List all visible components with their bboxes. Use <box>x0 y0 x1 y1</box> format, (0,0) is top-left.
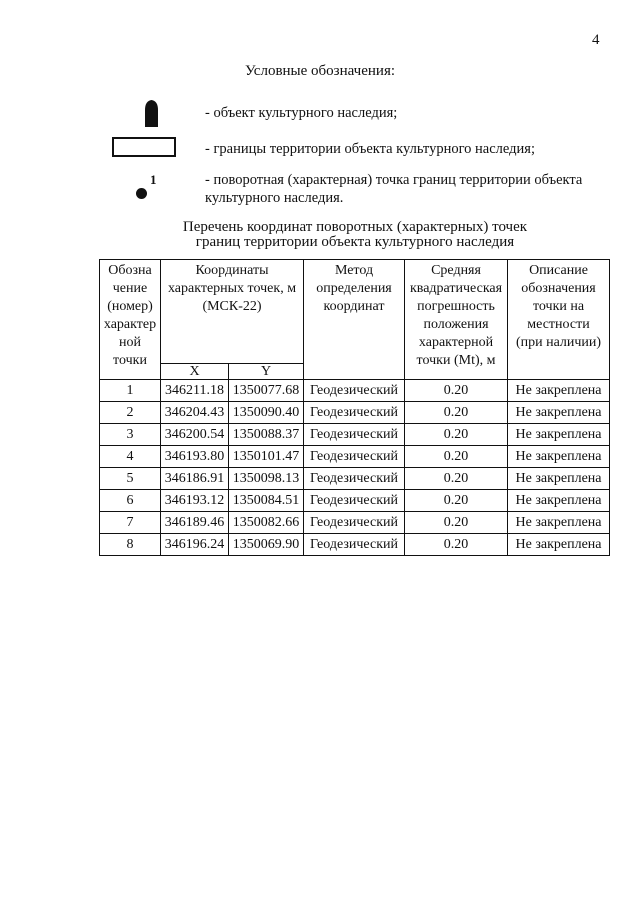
header-x: X <box>161 364 229 380</box>
cell-mean-error: 0.20 <box>405 512 508 534</box>
cell-y: 1350090.40 <box>229 402 304 424</box>
cell-point-number: 8 <box>100 534 161 556</box>
table-body <box>100 380 610 556</box>
cell-point-number: 4 <box>100 446 161 468</box>
cell-description: Не закреплена <box>508 490 610 512</box>
header-mean-error: Средняя квадратическая погрешность положения характерной точки (Mt), м <box>405 260 508 380</box>
table-header-row <box>100 260 610 364</box>
cell-x: 346186.91 <box>161 468 229 490</box>
cell-mean-error: 0.20 <box>405 446 508 468</box>
table-row <box>100 380 610 402</box>
header-coordinates: Координаты характерных точек, м (МСК-22) <box>161 260 304 364</box>
cell-method: Геодезический <box>304 380 405 402</box>
table-row <box>100 468 610 490</box>
cell-y: 1350069.90 <box>229 534 304 556</box>
header-point-number: Обозна чение (номер) характер ной точки <box>100 260 161 380</box>
page-number: 4 <box>592 32 600 48</box>
cell-mean-error: 0.20 <box>405 380 508 402</box>
cell-y: 1350084.51 <box>229 490 304 512</box>
legend-item-point-text-line2: культурного наследия. <box>205 190 344 206</box>
cell-x: 346189.46 <box>161 512 229 534</box>
cell-mean-error: 0.20 <box>405 424 508 446</box>
cell-point-number: 6 <box>100 490 161 512</box>
table-row <box>100 512 610 534</box>
cell-point-number: 1 <box>100 380 161 402</box>
cell-method: Геодезический <box>304 446 405 468</box>
cell-description: Не закреплена <box>508 446 610 468</box>
monument-icon <box>142 99 161 128</box>
cell-point-number: 3 <box>100 424 161 446</box>
cell-y: 1350098.13 <box>229 468 304 490</box>
cell-method: Геодезический <box>304 490 405 512</box>
cell-description: Не закреплена <box>508 468 610 490</box>
coordinates-table <box>99 259 610 556</box>
cell-y: 1350077.68 <box>229 380 304 402</box>
table-row <box>100 424 610 446</box>
header-method: Метод определения координат <box>304 260 405 380</box>
cell-description: Не закреплена <box>508 380 610 402</box>
table-row <box>100 534 610 556</box>
header-y: Y <box>229 364 304 380</box>
point-icon <box>136 188 147 199</box>
cell-x: 346193.80 <box>161 446 229 468</box>
cell-method: Геодезический <box>304 424 405 446</box>
cell-y: 1350101.47 <box>229 446 304 468</box>
cell-point-number: 5 <box>100 468 161 490</box>
cell-x: 346211.18 <box>161 380 229 402</box>
cell-x: 346200.54 <box>161 424 229 446</box>
cell-x: 346204.43 <box>161 402 229 424</box>
cell-description: Не закреплена <box>508 402 610 424</box>
legend-item-boundary-text: - границы территории объекта культурного наследия; <box>205 141 535 157</box>
cell-point-number: 7 <box>100 512 161 534</box>
cell-method: Геодезический <box>304 512 405 534</box>
table-caption-line1: Перечень координат поворотных (характерных) точек <box>182 219 528 235</box>
legend-item-point-text-line1: - поворотная (характерная) точка границ территории объекта <box>205 172 583 188</box>
legend-title: Условные обозначения: <box>244 63 396 79</box>
cell-point-number: 2 <box>100 402 161 424</box>
table-caption-line2: границ территории объекта культурного наследия <box>195 234 515 250</box>
point-icon-label: 1 <box>150 172 157 187</box>
cell-method: Геодезический <box>304 534 405 556</box>
cell-y: 1350082.66 <box>229 512 304 534</box>
boundary-rectangle-icon <box>112 137 176 157</box>
cell-method: Геодезический <box>304 402 405 424</box>
cell-y: 1350088.37 <box>229 424 304 446</box>
table-row <box>100 490 610 512</box>
cell-description: Не закреплена <box>508 534 610 556</box>
cell-method: Геодезический <box>304 468 405 490</box>
table-caption <box>130 220 580 250</box>
table-row <box>100 402 610 424</box>
cell-mean-error: 0.20 <box>405 534 508 556</box>
legend-item-monument-text: - объект культурного наследия; <box>205 105 398 121</box>
cell-x: 346196.24 <box>161 534 229 556</box>
cell-description: Не закреплена <box>508 424 610 446</box>
cell-mean-error: 0.20 <box>405 402 508 424</box>
table-row <box>100 446 610 468</box>
cell-mean-error: 0.20 <box>405 468 508 490</box>
header-description: Описание обозначения точки на местности (при наличии) <box>508 260 610 380</box>
cell-mean-error: 0.20 <box>405 490 508 512</box>
cell-x: 346193.12 <box>161 490 229 512</box>
cell-description: Не закреплена <box>508 512 610 534</box>
